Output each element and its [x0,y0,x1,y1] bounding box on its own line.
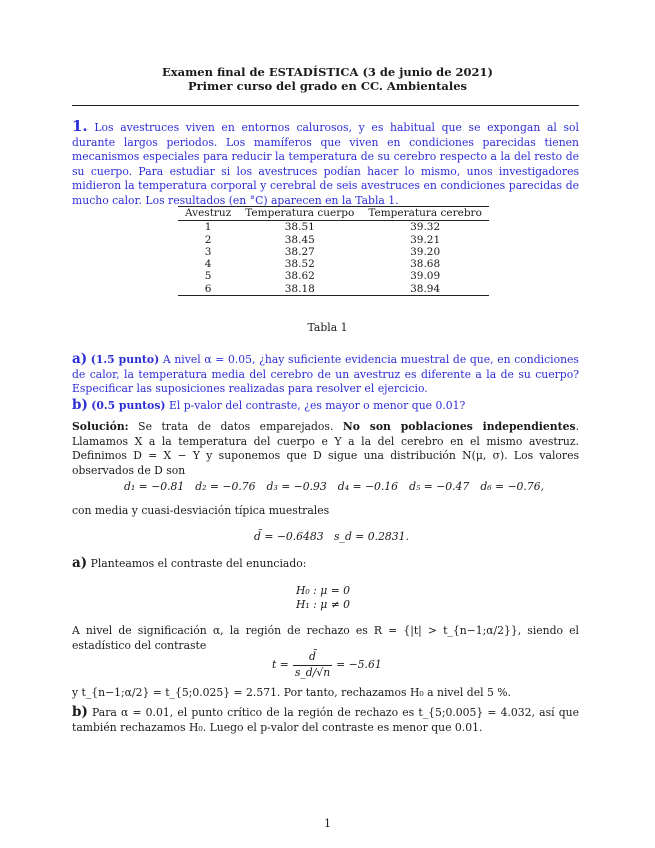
table-cell: 38.27 [284,245,315,258]
table-cell: 38.51 [284,221,315,234]
table-cell: 4 [204,258,212,271]
solution-a-intro [72,556,579,572]
table-cell: 39.21 [410,233,441,246]
part-b-statement [72,398,579,414]
part-a-label: a) [72,351,88,367]
solution-intro [72,420,579,478]
t-lhs: t = [272,657,289,671]
d-value: d₅ = −0.47 [409,480,470,493]
table-row [178,283,489,296]
table-cell: 2 [204,233,212,246]
part-a-points: (1.5 punto) [90,353,160,366]
exam-subtitle: Primer curso del grado en CC. Ambientales [187,79,468,93]
d-value: d₆ = −0.76, [480,480,544,493]
exam-title: Examen final de ESTADÍSTICA (3 de junio de 2021) [162,65,493,79]
solution-b-text: Para α = 0.01, el punto crítico de la región de rechazo es t_{5;0.005} = 4.032, así que también rechazamos H₀. Luego el p-valor del contraste es menor que 0.01. [72,706,580,734]
page-number: 1 [324,817,331,830]
solution-a-text: Planteamos el contraste del enunciado: [90,557,307,570]
part-b-points: (0.5 puntos) [91,399,166,412]
solution-intro-2: . Llamamos X a la temperatura del cuerpo e Y a la del cerebro en el mismo avestruz. Definimos D = X − Y y suponemos que D sigue una distribución N(μ, σ). Los valores observados de D son [72,420,579,477]
table-row [178,258,489,270]
solution-b [72,705,579,735]
table-caption: Tabla 1 [307,321,348,334]
d-value: d₄ = −0.16 [337,480,399,493]
stats-intro: con media y cuasi-desviación típica muestrales [72,504,330,517]
question-statement [72,119,579,208]
part-b-label: b) [72,397,88,413]
part-a-statement [72,352,579,397]
table-header-cell: Temperatura cuerpo [238,207,361,221]
table-cell: 39.32 [410,221,441,234]
alt-hypothesis: H₁ : μ ≠ 0 [296,598,351,611]
table-cell: 38.94 [410,282,441,295]
d-values-row [124,480,544,495]
table-cell: 39.09 [410,270,441,283]
table-cell: 6 [204,282,212,295]
d-value: d₁ = −0.81 [124,480,185,493]
d-value: d₂ = −0.76 [195,480,256,493]
solution-label: Solución: [72,420,129,433]
null-hypothesis: H₀ : μ = 0 [296,584,351,597]
solution-a-label: a) [72,555,88,571]
t-denominator: s_d/√n [294,665,331,679]
part-b-text: El p-valor del contraste, ¿es mayor o menor que 0.01? [168,399,466,412]
solution-intro-bold: No son poblaciones independientes [342,420,576,433]
table-header-cell: Temperatura cerebro [361,207,489,221]
t-numerator: d̄ [293,650,332,666]
table-cell: 38.62 [284,270,315,283]
solution-intro-1: Se trata de datos emparejados. [138,420,334,433]
table-row [178,234,489,246]
header-divider [72,105,579,106]
mean-equation: d̄ = −0.6483 [254,530,324,543]
data-table [178,206,489,296]
table-row [178,270,489,282]
table-row [178,221,489,234]
table-header-cell: Avestruz [178,207,238,221]
table-cell: 38.45 [284,233,315,246]
solution-b-label: b) [72,704,88,720]
question-text: Los avestruces viven en entornos calurosos, y es habitual que se expongan al sol durante largos periodos. Los mamíferos que viven en condiciones parecidas tienen mecanismos especiales para reducir la temperatura de su cerebro respecto a la del resto de su cuerpo. Para estudiar si los avestruces podían hacer lo mismo, unos investigadores midieron la temperatura corporal y cerebral de seis avestruces en condiciones parecidas de mucho calor. Los resultados (en °C) aparecen en la Tabla 1. [72,121,579,207]
part-a-text: A nivel α = 0.05, ¿hay suficiente evidencia muestral de que, en condiciones de calor, la temperatura media del cerebro de un avestruz es diferente a la de su cuerpo? Especificar las suposiciones realizadas para resolver el ejercicio. [72,353,579,395]
table-cell: 1 [204,221,212,234]
sd-equation: s_d = 0.2831. [334,530,409,543]
conclusion-a: y t_{n−1;α/2} = t_{5;0.025} = 2.571. Por tanto, rechazamos H₀ a nivel del 5 %. [72,686,511,699]
table-cell: 5 [204,270,212,283]
table-cell: 3 [204,245,212,258]
rejection-region-text: A nivel de significación α, la región de rechazo es R = {|t| > t_{n−1;α/2}}, siendo el estadístico del contraste [72,624,579,652]
t-statistic-formula [272,650,382,680]
question-number: 1. [72,117,88,135]
table-cell: 39.20 [410,245,441,258]
t-rhs: = −5.61 [336,657,382,671]
table-cell: 38.52 [284,258,315,271]
d-value: d₃ = −0.93 [266,480,327,493]
table-cell: 38.18 [284,282,315,295]
table-row [178,246,489,258]
table-cell: 38.68 [410,258,441,271]
t-fraction [293,650,332,680]
